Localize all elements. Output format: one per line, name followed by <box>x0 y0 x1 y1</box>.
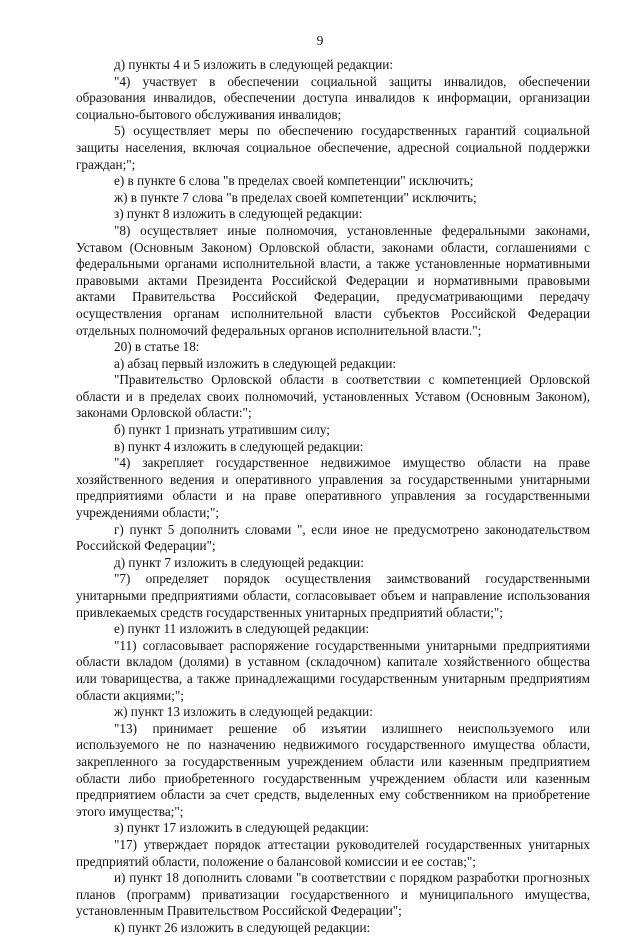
paragraph: "4) закрепляет государственное недвижимое имущество области на праве хозяйственного ведения и оперативного управления за государственными унитарными предприятиями области и на праве оперативного управления за государственными учреждениями области;"; <box>76 455 590 521</box>
paragraph: 5) осуществляет меры по обеспечению государственных гарантий социальной защиты населения, включая социальное обеспечение, адресной социальной поддержки граждан;"; <box>76 123 590 172</box>
paragraph: к) пункт 26 изложить в следующей редакции: <box>114 919 371 935</box>
paragraph: д) пункты 4 и 5 изложить в следующей редакции: <box>114 57 393 72</box>
paragraph: "Правительство Орловской области в соответствии с компетенцией Орловской области и в пределах своих полномочий, установленных Уставом (Основным Законом), законами Орловской области:"; <box>76 372 590 421</box>
paragraph: д) пункт 7 изложить в следующей редакции: <box>114 554 364 570</box>
paragraph: в) пункт 4 изложить в следующей редакции: <box>114 438 364 454</box>
paragraph: и) пункт 18 дополнить словами "в соответствии с порядком разработки прогнозных планов (программ) приватизации государственного и муниципального имущества, установленным Правительством Российской Федерации"; <box>76 870 590 919</box>
paragraph: е) пункт 11 изложить в следующей редакции: <box>114 621 370 637</box>
paragraph: "4) участвует в обеспечении социальной защиты инвалидов, обеспечении образования инвалидов, обеспечении доступа инвалидов к информации, организации социально-бытового обслуживания инвалидов; <box>76 73 590 122</box>
page-number: 9 <box>316 33 324 48</box>
paragraph: "13) принимает решение об изъятии излишнего неиспользуемого или используемого не по назначению недвижимого государственного имущества области, закрепленного за государственным учреждением области или казенным предприятием области либо приобретенного государственным учреждением области или казенным предприятием области за счет средств, выделенных ему собственником на приобретение этого имущества;"; <box>76 720 590 819</box>
paragraph: з) пункт 8 изложить в следующей редакции: <box>114 206 363 222</box>
paragraph: ж) в пункте 7 слова "в пределах своей компетенции" исключить; <box>114 189 477 205</box>
paragraph: "8) осуществляет иные полномочия, установленные федеральными законами, Уставом (Основным Законом) Орловской области, законами области, соглашениями с федеральными органами исполнительной власти, а также установленные нормативными правовыми актами Президента Российской Федерации и нормативными правовыми актами Правительства Российской Федерации, предусматривающими передачу осуществления органам исполнительной власти субъектов Российской Федерации отдельных полномочий федеральных органов исполнительной власти."; <box>76 222 590 338</box>
paragraph: б) пункт 1 признать утратившим силу; <box>114 422 330 438</box>
paragraph: е) в пункте 6 слова "в пределах своей компетенции" исключить; <box>114 173 474 189</box>
paragraph: 20) в статье 18: <box>114 339 200 355</box>
paragraph: "7) определяет порядок осуществления заимствований государственными унитарными предприятиями области, согласовывает объем и направление использования привлекаемых средств государственных унитарных предприятий области;"; <box>76 571 590 620</box>
paragraph: з) пункт 17 изложить в следующей редакции: <box>114 820 369 836</box>
paragraph: ж) пункт 13 изложить в следующей редакции: <box>114 704 373 720</box>
paragraph: "11) согласовывает распоряжение государственными унитарными предприятиями области вкладом (долями) в уставном (складочном) капитале хозяйственного общества или товарищества, а также принадлежащими государственным унитарным предприятиям области акциями;"; <box>76 637 590 703</box>
document-body <box>76 57 590 936</box>
paragraph: а) абзац первый изложить в следующей редакции: <box>114 355 397 371</box>
paragraph: г) пункт 5 дополнить словами ", если иное не предусмотрено законодательством Российской Федерации"; <box>76 521 590 554</box>
paragraph: "17) утверждает порядок аттестации руководителей государственных унитарных предприятий области, положение о балансовой комиссии и ее состав;"; <box>76 836 590 869</box>
